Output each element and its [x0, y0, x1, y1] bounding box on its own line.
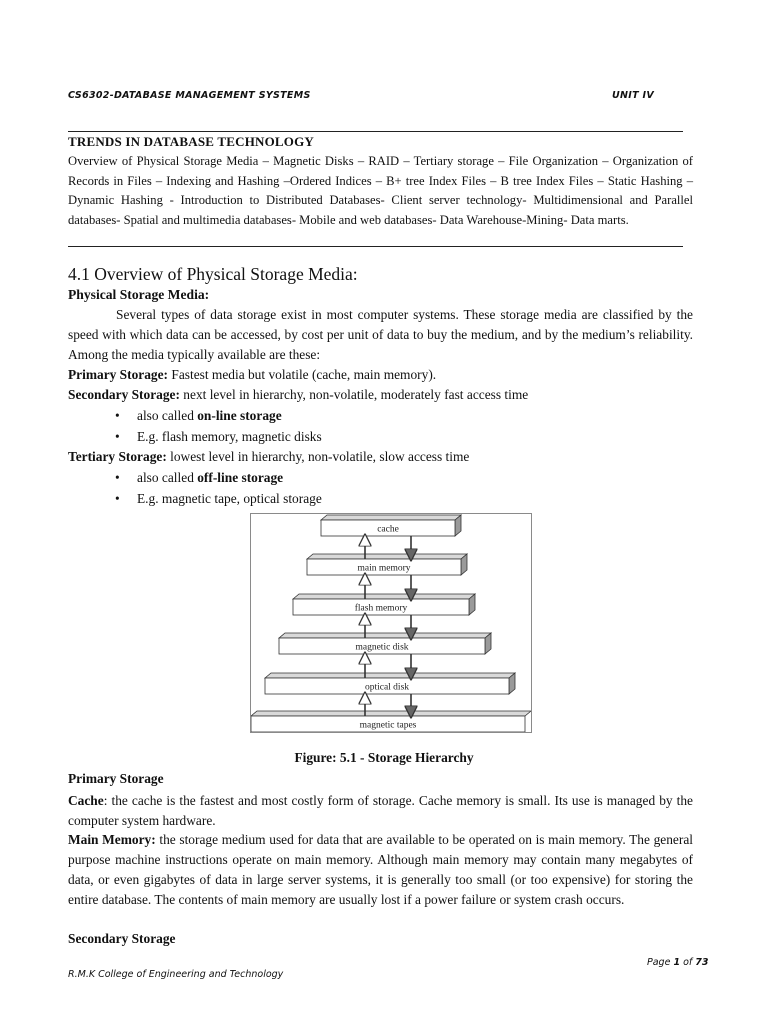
level-label: cache: [377, 524, 399, 535]
section-heading: 4.1 Overview of Physical Storage Media:: [68, 264, 358, 284]
bullet-text: E.g. flash memory, magnetic disks: [137, 429, 322, 444]
level-label: magnetic tapes: [359, 720, 417, 731]
secondary-storage-heading: [68, 931, 176, 947]
secondary-storage-text: next level in hierarchy, non-volatile, moderately fast access time: [179, 387, 529, 402]
hierarchy-level-flash-memory: [293, 594, 475, 615]
bullet-icon: •: [115, 408, 120, 423]
secondary-storage-label: Secondary Storage:: [68, 387, 180, 402]
tertiary-storage-line: [68, 449, 469, 465]
level-label: optical disk: [364, 682, 410, 693]
bullet-text: also called: [137, 470, 198, 485]
primary-storage-heading-text: Primary Storage: [68, 771, 164, 786]
primary-storage-heading: [68, 771, 164, 787]
hierarchy-level-cache: [321, 515, 461, 536]
bullet-text: also called: [137, 408, 198, 423]
primary-storage-label: Primary Storage:: [68, 367, 169, 382]
primary-storage-text: Fastest media but volatile (cache, main memory).: [168, 367, 437, 382]
header-unit: UNIT IV: [612, 90, 654, 101]
cache-paragraph: [68, 791, 693, 831]
bullet-icon: •: [115, 470, 120, 485]
cache-text: : the cache is the fastest and most costly form of storage. Cache memory is small. Its use is managed by the computer system hardware.: [68, 793, 693, 828]
syllabus-text: Overview of Physical Storage Media – Magnetic Disks – RAID – Tertiary storage – File Organization – Organization of Records in Files – Indexing and Hashing –Ordered Indices – B+ tree Index Files – B tree Index Files – Static Hashing – Dynamic Hashing - Introduction to Distributed Databases- Client server technology- Multidimensional and Parallel databases- Spatial and multimedia databases- Mobile and web databases- Data Warehouse-Mining- Data marts.: [68, 154, 693, 227]
page-number: [647, 957, 709, 968]
cache-label: Cache: [68, 793, 104, 808]
main-memory-paragraph: [68, 830, 693, 910]
header-course: CS6302-DATABASE MANAGEMENT SYSTEMS: [68, 90, 311, 101]
primary-storage-line: [68, 367, 436, 383]
page-total: 73: [695, 957, 709, 968]
secondary-storage-heading-text: Secondary Storage: [68, 931, 176, 946]
sub-heading: Physical Storage Media:: [68, 287, 210, 302]
bottom-rule: [68, 246, 683, 247]
list-item: [115, 429, 322, 445]
bullet-bold-text: off-line storage: [197, 470, 284, 485]
top-rule: [68, 131, 683, 132]
main-memory-label: Main Memory:: [68, 832, 156, 847]
list-item: [115, 408, 282, 424]
storage-hierarchy-figure: [250, 513, 532, 733]
level-label: flash memory: [354, 603, 408, 614]
trends-title: TRENDS IN DATABASE TECHNOLOGY: [68, 134, 314, 149]
page-of: of: [680, 957, 696, 968]
bullet-icon: •: [115, 491, 120, 506]
hierarchy-level-main-memory: [307, 554, 467, 575]
bullet-icon: •: [115, 429, 120, 444]
list-item: [115, 470, 283, 486]
page-num: 1: [673, 957, 681, 968]
page-prefix: Page: [647, 957, 674, 968]
secondary-storage-line: [68, 387, 528, 403]
tertiary-storage-label: Tertiary Storage:: [68, 449, 167, 464]
intro-paragraph: Several types of data storage exist in most computer systems. These storage media are classified by the speed with which data can be accessed, by cost per unit of data to buy the medium, and by the medium’s reliability. Among the media typically available are these:: [68, 307, 693, 362]
tertiary-storage-text: lowest level in hierarchy, non-volatile, slow access time: [166, 449, 470, 464]
hierarchy-level-magnetic-disk: [279, 633, 491, 654]
bullet-text: E.g. magnetic tape, optical storage: [137, 491, 322, 506]
hierarchy-level-optical-disk: [265, 673, 515, 694]
footer-college: R.M.K College of Engineering and Technology: [68, 969, 284, 980]
list-item: [115, 491, 322, 507]
main-memory-text: the storage medium used for data that are available to be operated on is main memory. The general purpose machine instructions operate on main memory. Although main memory may contain many megabytes of data, or even gigabytes of data in large server systems, it is generally too small (or too expensive) for storing the entire database. The contents of main memory are usually lost if a power failure or system crash occurs.: [68, 832, 693, 907]
figure-caption: Figure: 5.1 - Storage Hierarchy: [294, 750, 474, 765]
storage-hierarchy-diagram: [251, 514, 531, 732]
level-label: main memory: [357, 563, 411, 574]
bullet-bold-text: on-line storage: [197, 408, 282, 423]
hierarchy-level-magnetic-tapes: [251, 711, 531, 732]
level-label: magnetic disk: [355, 642, 409, 653]
